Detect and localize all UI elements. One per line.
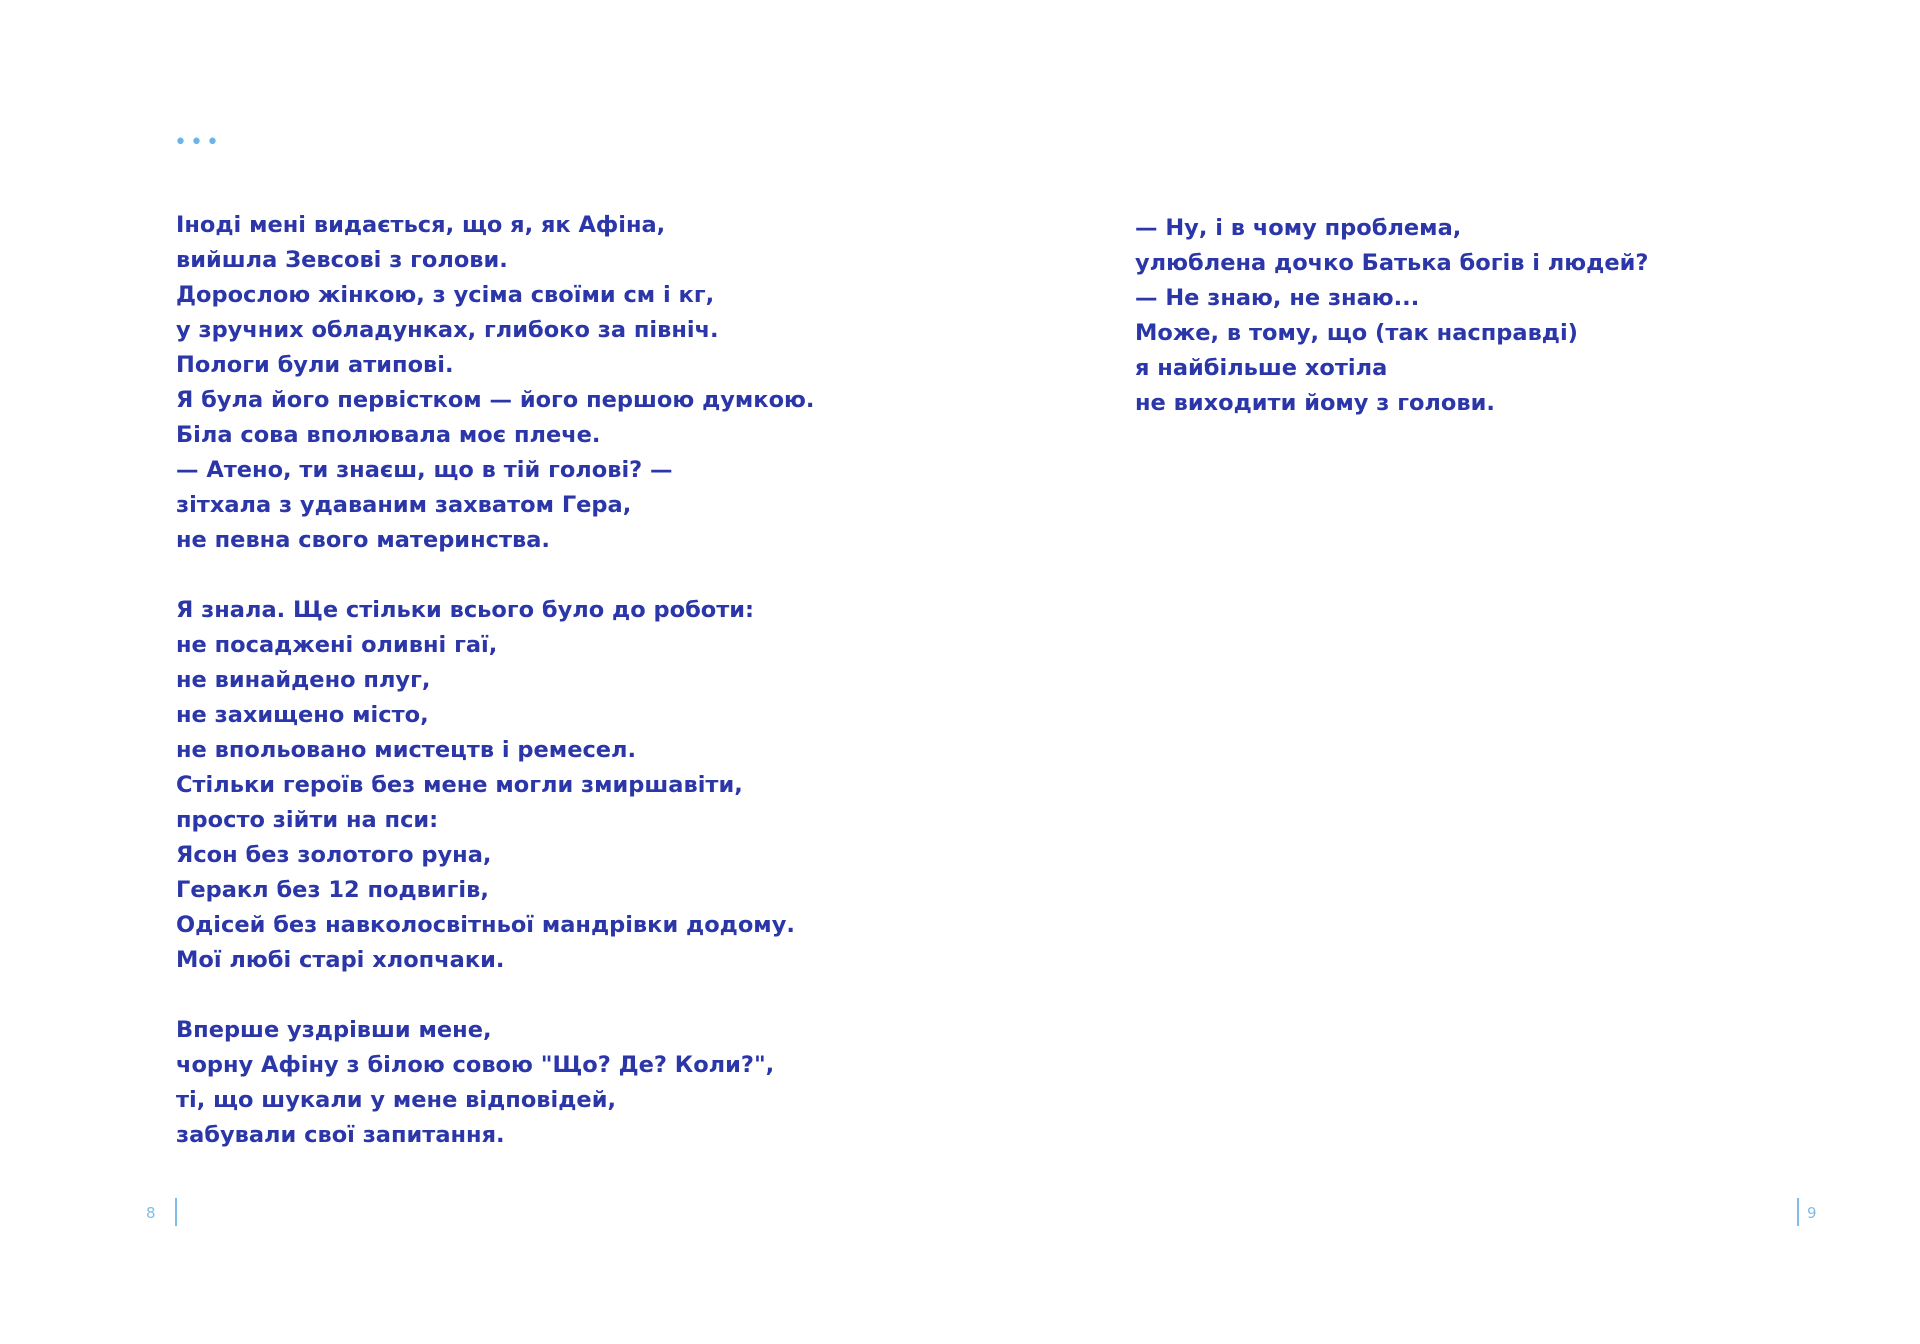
right-page-poem xyxy=(1135,211,1648,421)
poem-line: зітхала з удаваним захватом Гера, xyxy=(176,492,632,518)
poem-line: улюблена дочко Батька богів і людей? xyxy=(1135,250,1649,276)
poem-line: — Не знаю, не знаю... xyxy=(1135,285,1420,311)
poem-line: Ясон без золотого руна, xyxy=(176,842,492,868)
poem-line: Пологи були атипові. xyxy=(176,352,454,378)
poem-line: просто зійти на пси: xyxy=(176,807,439,833)
poem-line: забували свої запитання. xyxy=(176,1122,505,1148)
poem-line: чорну Афіну з білою совою "Що? Де? Коли?", xyxy=(176,1052,775,1078)
poem-line: Може, в тому, що (так насправді) xyxy=(1135,320,1578,346)
poem-line: Іноді мені видається, що я, як Афіна, xyxy=(176,212,666,238)
poem-line: не винайдено плуг, xyxy=(176,667,431,693)
poem-line: не посаджені оливні гаї, xyxy=(176,632,498,658)
poem-line: Мої любі старі хлопчаки. xyxy=(176,947,505,973)
poem-line: Вперше уздрівши мене, xyxy=(176,1017,492,1043)
poem-line: не виходити йому з голови. xyxy=(1135,390,1495,416)
page-number-right: 9 xyxy=(1807,1204,1817,1222)
poem-line: — Атено, ти знаєш, що в тій голові? — xyxy=(176,457,673,483)
poem-line: у зручних обладунках, глибоко за північ. xyxy=(176,317,719,343)
poem-line: Одісей без навколосвітньої мандрівки додому. xyxy=(176,912,795,938)
folio-rule-left xyxy=(175,1198,177,1226)
poem-line: ті, що шукали у мене відповідей, xyxy=(176,1087,617,1113)
poem-line: я найбільше хотіла xyxy=(1135,355,1388,381)
poem-line: не впольовано мистецтв і ремесел. xyxy=(176,737,637,763)
poem-line: Дорослою жінкою, з усіма своїми см і кг, xyxy=(176,282,715,308)
poem-line: Геракл без 12 подвигів, xyxy=(176,877,489,903)
stanza xyxy=(176,593,814,978)
stanza xyxy=(176,208,814,558)
poem-line: Стільки героїв без мене могли змиршавіти, xyxy=(176,772,743,798)
poem-line: вийшла Зевсові з голови. xyxy=(176,247,508,273)
folio-rule-right xyxy=(1797,1198,1799,1226)
section-ornament: ••• xyxy=(174,130,222,155)
poem-line: не певна свого материнства. xyxy=(176,527,550,553)
poem-line: не захищено місто, xyxy=(176,702,429,728)
stanza xyxy=(1135,211,1648,421)
poem-line: — Ну, і в чому проблема, xyxy=(1135,215,1462,241)
poem-line: Біла сова вполювала моє плече. xyxy=(176,422,601,448)
page-number-left: 8 xyxy=(146,1204,156,1222)
poem-line: Я знала. Ще стільки всього було до роботи: xyxy=(176,597,755,623)
stanza xyxy=(176,1013,814,1153)
poem-line: Я була його первістком — його першою думкою. xyxy=(176,387,815,413)
left-page-poem xyxy=(176,208,814,1153)
